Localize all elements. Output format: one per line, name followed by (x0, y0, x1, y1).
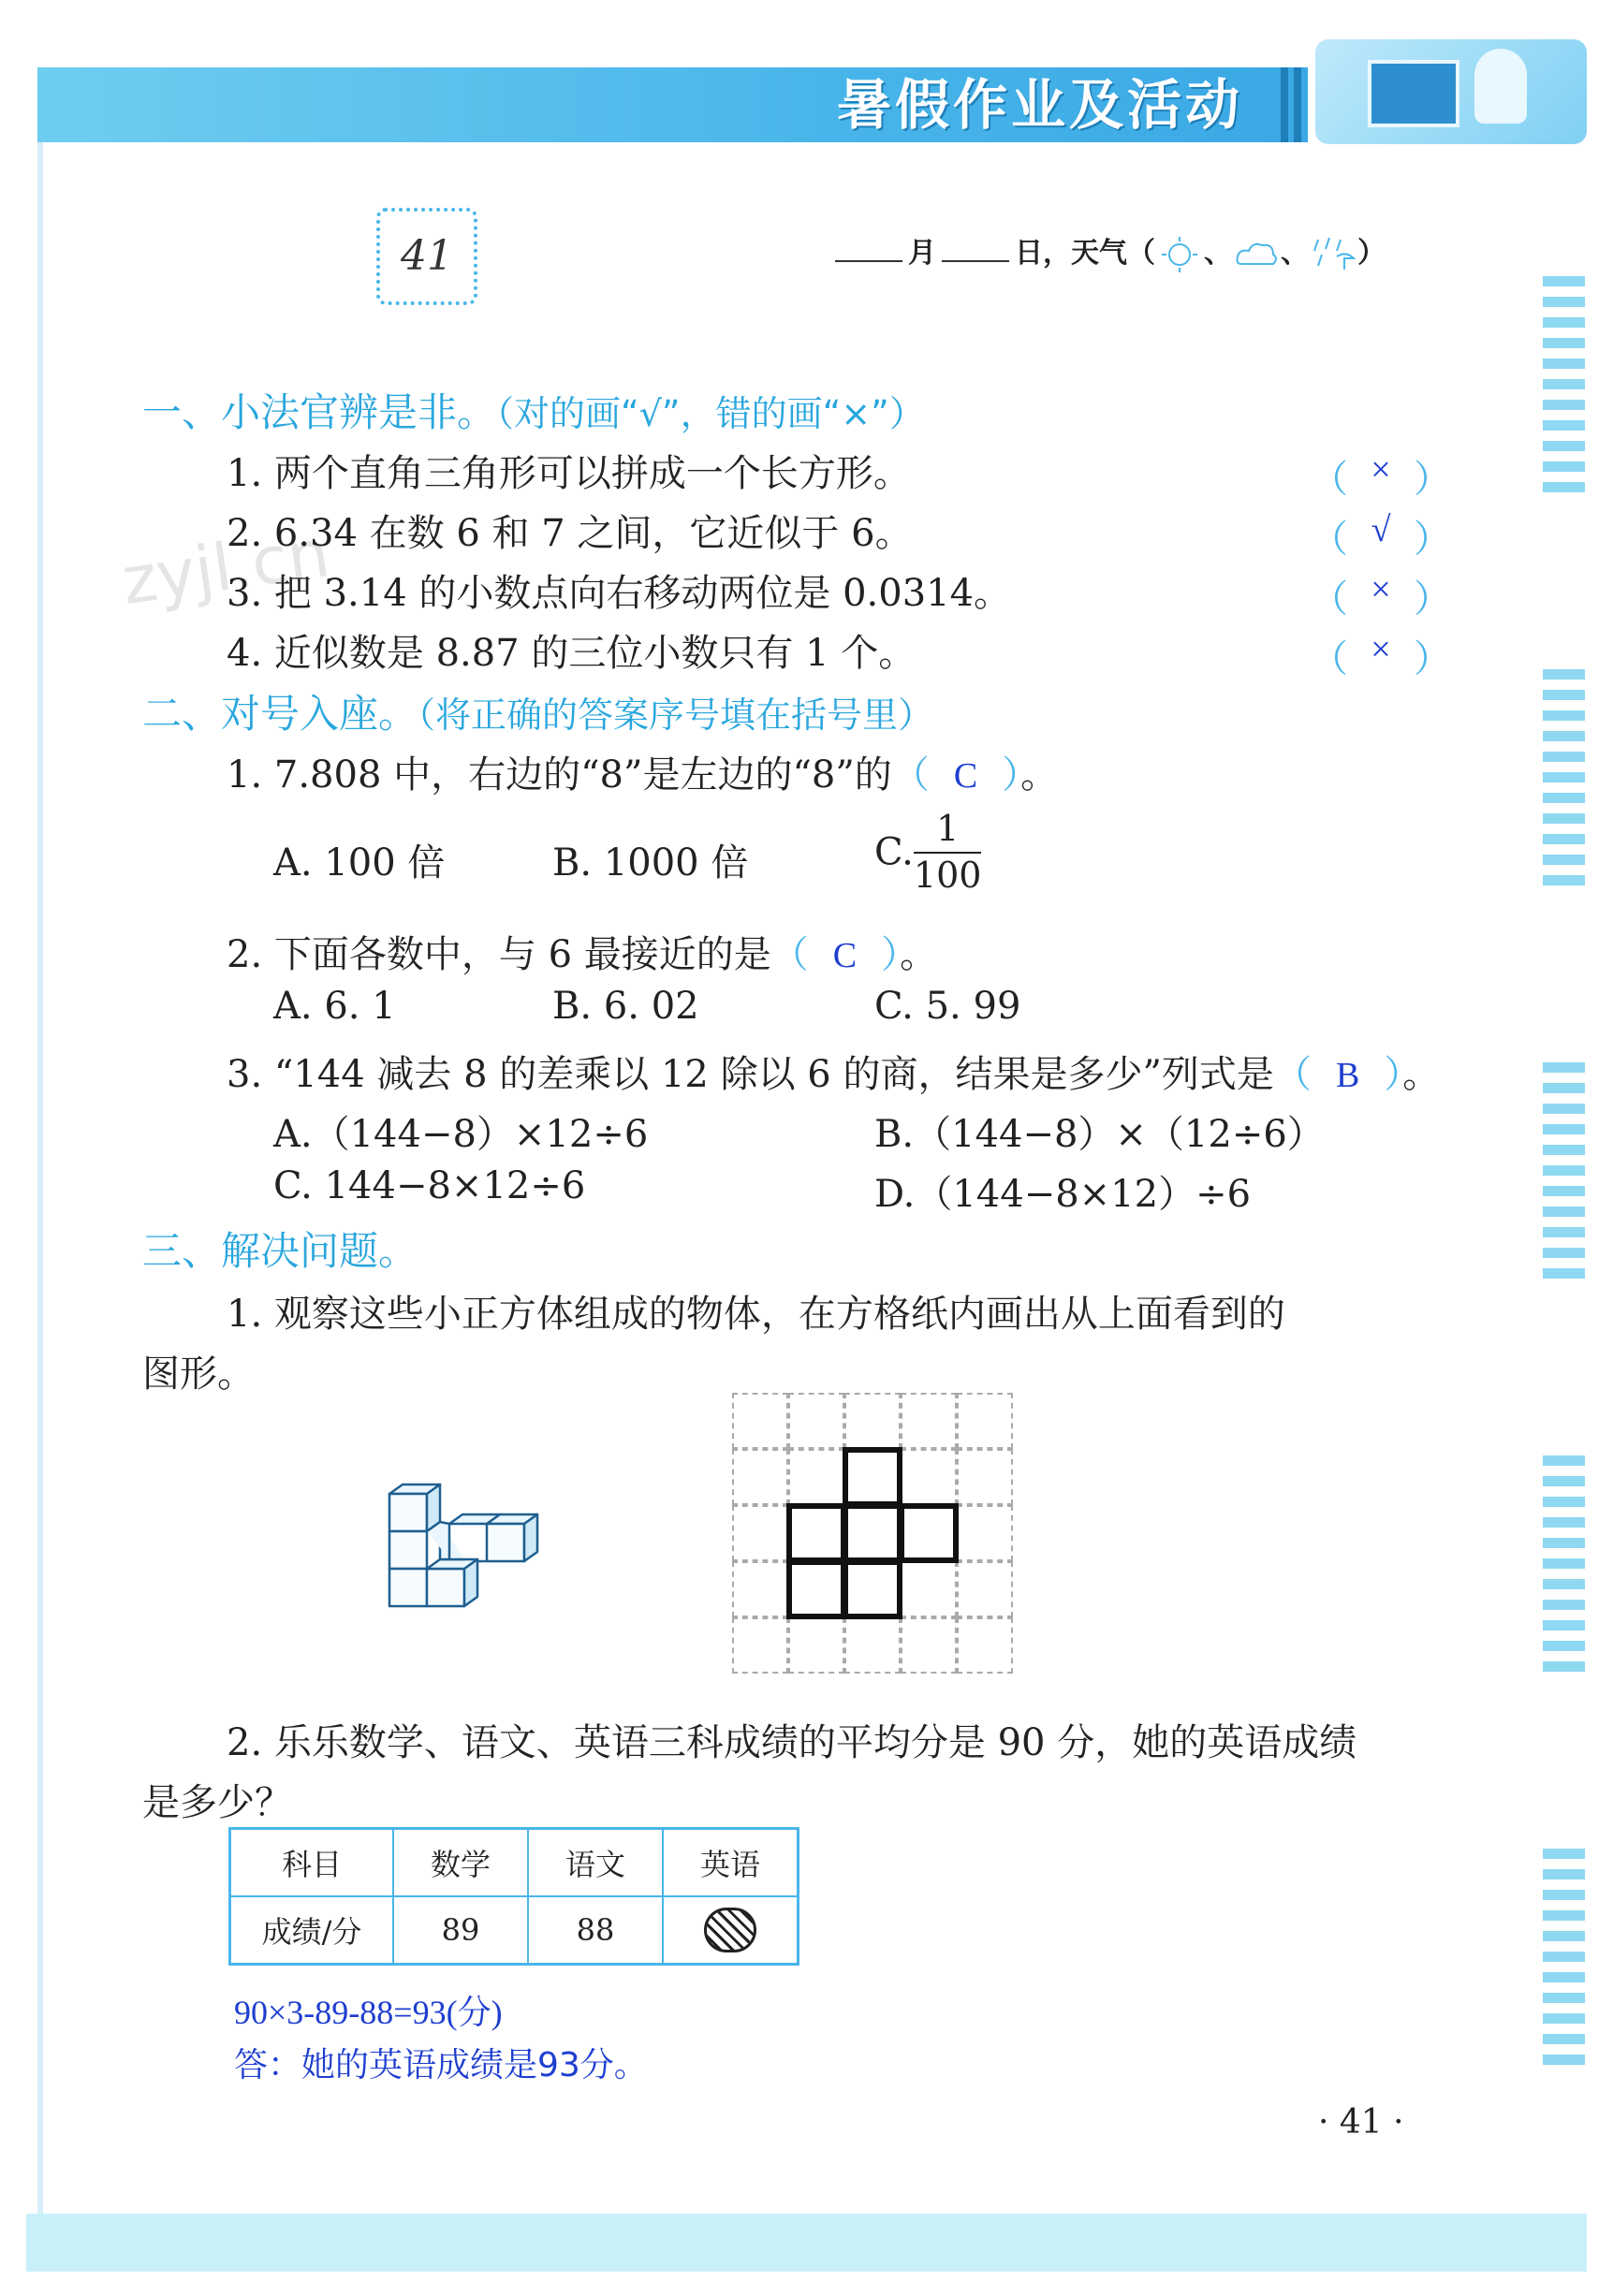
side-stripe (1543, 1558, 1585, 1569)
side-stripe (1543, 875, 1585, 885)
side-stripe (1543, 1993, 1585, 2003)
side-stripe (1543, 2055, 1585, 2065)
side-stripe (1543, 1869, 1585, 1879)
side-stripe (1543, 276, 1585, 286)
table-header-cell: 科目 (230, 1829, 394, 1897)
watermark: zyjl.cn (117, 514, 334, 621)
side-stripe (1543, 855, 1585, 865)
side-stripe (1543, 1931, 1585, 1941)
grid-cell[interactable] (901, 1617, 957, 1674)
month-blank[interactable] (835, 260, 902, 262)
side-stripe (1543, 1538, 1585, 1548)
grid-cell[interactable] (901, 1449, 957, 1505)
judge-answer-3[interactable]: （ × ） (1311, 570, 1451, 621)
table-cell-chinese: 88 (528, 1896, 663, 1965)
grid-cell[interactable] (788, 1449, 844, 1505)
rain-icon[interactable] (1309, 236, 1357, 273)
section-2-heading: 二、对号入座。（将正确的答案序号填在括号里） (142, 691, 934, 737)
side-stripe (1543, 1952, 1585, 1962)
day-blank[interactable] (942, 260, 1009, 262)
side-stripe (1543, 752, 1585, 762)
grid-cell[interactable] (732, 1617, 788, 1674)
cube-stack-figure (371, 1481, 549, 1617)
side-stripe (1543, 1455, 1585, 1466)
section-2-q1: 1. 7.808 中，右边的“8”是左边的“8”的（ C ）。 (227, 753, 1059, 797)
section-1-heading: 一、小法官辨是非。（对的画“√”，错的画“×”） (142, 389, 925, 435)
table-header-cell: 语文 (528, 1829, 663, 1897)
side-stripe (1543, 1910, 1585, 1921)
section-2-q3: 3. “144 减去 8 的差乘以 12 除以 6 的商，结果是多少”列式是（ B ）。 (227, 1053, 1441, 1096)
section-1-item-4: 4. 近似数是 8.87 的三位小数只有 1 个。 (227, 632, 916, 675)
side-stripe (1543, 2013, 1585, 2024)
weather-separator: 、 (1204, 237, 1232, 270)
section-3-q1-line1: 1. 观察这些小正方体组成的物体，在方格纸内画出从上面看到的 (227, 1293, 1285, 1336)
side-stripe (1543, 1517, 1585, 1528)
section-1-item-3: 3. 把 3.14 的小数点向右移动两位是 0.0314。 (227, 572, 1012, 615)
side-stripe (1543, 1206, 1585, 1217)
grid-cell[interactable] (732, 1505, 788, 1561)
weather-label: ，天气（ (1043, 237, 1155, 270)
q2-option-b: B. 6. 02 (552, 985, 699, 1028)
q1-option-c: C. $\frac{1}{100}$ (874, 807, 981, 898)
side-stripe (1543, 1890, 1585, 1900)
side-stripe (1543, 1972, 1585, 1982)
judge-answer-1[interactable]: （ × ） (1311, 450, 1451, 501)
top-view-square (899, 1503, 959, 1563)
grid-cell[interactable] (732, 1449, 788, 1505)
section-3-q1-line2: 图形。 (142, 1353, 255, 1396)
answer-blank-q2[interactable]: C (832, 936, 858, 975)
section-3-heading: 三、解决问题。 (142, 1228, 418, 1274)
answer-blank-q1[interactable]: C (953, 756, 978, 796)
section-2-q2: 2. 下面各数中，与 6 最接近的是（ C ）。 (227, 933, 938, 976)
weather-separator: 、 (1281, 237, 1309, 270)
side-stripe (1543, 358, 1585, 369)
side-stripe (1543, 1083, 1585, 1093)
cloud-icon[interactable] (1232, 236, 1281, 273)
side-stripe (1543, 710, 1585, 721)
q1-option-b: B. 1000 倍 (552, 841, 749, 885)
table-header-cell: 数学 (393, 1829, 528, 1897)
answer-blank-q3[interactable]: B (1335, 1056, 1360, 1095)
side-stripe (1543, 482, 1585, 492)
grid-cell[interactable] (957, 1449, 1013, 1505)
grid-cell[interactable] (957, 1617, 1013, 1674)
side-stripe (1543, 1579, 1585, 1589)
side-stripe (1543, 420, 1585, 431)
side-stripe (1543, 1268, 1585, 1279)
grid-cell[interactable] (844, 1617, 901, 1674)
side-stripe (1543, 1145, 1585, 1155)
fraction: $\frac{1}{100}$ (913, 808, 982, 896)
q3-option-d: D.（144−8×12）÷6 (874, 1173, 1252, 1216)
q2-option-c: C. 5. 99 (874, 985, 1021, 1028)
grid-cell[interactable] (957, 1505, 1013, 1561)
side-stripe (1543, 1497, 1585, 1507)
side-stripe (1543, 834, 1585, 844)
side-stripe (1543, 1165, 1585, 1176)
header-divider (1294, 67, 1301, 142)
answer-calculation: 90×3-89-88=93(分) (234, 1994, 503, 2031)
q2-option-a: A. 6. 1 (273, 985, 396, 1028)
table-row-label: 成绩/分 (230, 1896, 394, 1965)
grid-cell[interactable] (844, 1393, 901, 1449)
side-stripe (1543, 379, 1585, 389)
page-edge (37, 67, 43, 2239)
section-3-q2-line1: 2. 乐乐数学、语文、英语三科成绩的平均分是 90 分，她的英语成绩 (227, 1721, 1357, 1764)
side-stripe (1543, 1641, 1585, 1651)
side-stripe (1543, 1600, 1585, 1610)
side-stripe (1543, 400, 1585, 410)
grid-cell[interactable] (732, 1561, 788, 1617)
side-stripe (1543, 317, 1585, 328)
section-1-item-1: 1. 两个直角三角形可以拼成一个长方形。 (227, 452, 911, 495)
side-stripe (1543, 1227, 1585, 1237)
sun-icon[interactable] (1155, 236, 1204, 273)
header-divider (1281, 67, 1288, 142)
score-table (228, 1827, 799, 1966)
table-header-row (230, 1829, 799, 1897)
header-title: 暑假作业及活动 (836, 73, 1243, 137)
footer-band (26, 2214, 1587, 2272)
side-stripe (1543, 297, 1585, 307)
header-illustration (1315, 39, 1587, 144)
grid-cell[interactable] (788, 1617, 844, 1674)
side-stripe (1543, 1849, 1585, 1859)
top-view-square (786, 1559, 846, 1619)
table-header-cell: 英语 (663, 1829, 799, 1897)
q1-option-a: A. 100 倍 (273, 841, 446, 885)
page-number: · 41 · (1318, 2103, 1404, 2142)
table-cell-english (663, 1896, 799, 1965)
table-cell-math: 89 (393, 1896, 528, 1965)
side-stripe (1543, 793, 1585, 803)
section-3-q2-line2: 是多少？ (142, 1781, 292, 1824)
weather-close: ） (1357, 237, 1386, 270)
side-stripe (1543, 772, 1585, 782)
side-stripe (1543, 1104, 1585, 1114)
side-stripe (1543, 2034, 1585, 2044)
grid-cell[interactable] (732, 1393, 788, 1449)
answer-statement: 答：她的英语成绩是93分。 (234, 2046, 648, 2084)
month-label: 月 (908, 237, 936, 270)
date-weather-line (829, 229, 1386, 273)
side-stripe (1543, 1124, 1585, 1134)
side-stripe (1543, 669, 1585, 680)
side-stripe (1543, 1248, 1585, 1258)
top-view-square (786, 1503, 846, 1563)
q3-option-c: C. 144−8×12÷6 (273, 1164, 586, 1207)
top-view-square (843, 1447, 902, 1507)
grid-cell[interactable] (901, 1561, 957, 1617)
side-stripe (1543, 461, 1585, 472)
table-row (230, 1896, 799, 1965)
top-view-square (843, 1559, 902, 1619)
q3-option-b: B.（144−8）×（12÷6） (874, 1113, 1325, 1156)
lesson-number: 41 (376, 208, 477, 305)
q3-option-a: A.（144−8）×12÷6 (273, 1113, 649, 1156)
side-stripe (1543, 690, 1585, 700)
grid-cell[interactable] (901, 1393, 957, 1449)
side-stripe (1543, 1186, 1585, 1196)
grid-cell[interactable] (957, 1561, 1013, 1617)
top-view-square (843, 1503, 902, 1563)
grid-cell[interactable] (957, 1393, 1013, 1449)
section-1-item-2: 2. 6.34 在数 6 和 7 之间，它近似于 6。 (227, 512, 913, 555)
side-stripe (1543, 338, 1585, 348)
side-stripe (1543, 441, 1585, 451)
judge-answer-2[interactable]: （ √ ） (1311, 510, 1451, 561)
grid-cell[interactable] (788, 1393, 844, 1449)
judge-answer-4[interactable]: （ × ） (1311, 630, 1451, 680)
side-stripe (1543, 813, 1585, 824)
hidden-score-icon (704, 1908, 756, 1952)
side-stripe (1543, 1661, 1585, 1672)
side-stripe (1543, 731, 1585, 741)
side-stripe (1543, 1062, 1585, 1073)
side-stripe (1543, 1620, 1585, 1631)
grid-paper (732, 1393, 1017, 1677)
side-stripe (1543, 1476, 1585, 1486)
day-label: 日 (1015, 237, 1043, 270)
